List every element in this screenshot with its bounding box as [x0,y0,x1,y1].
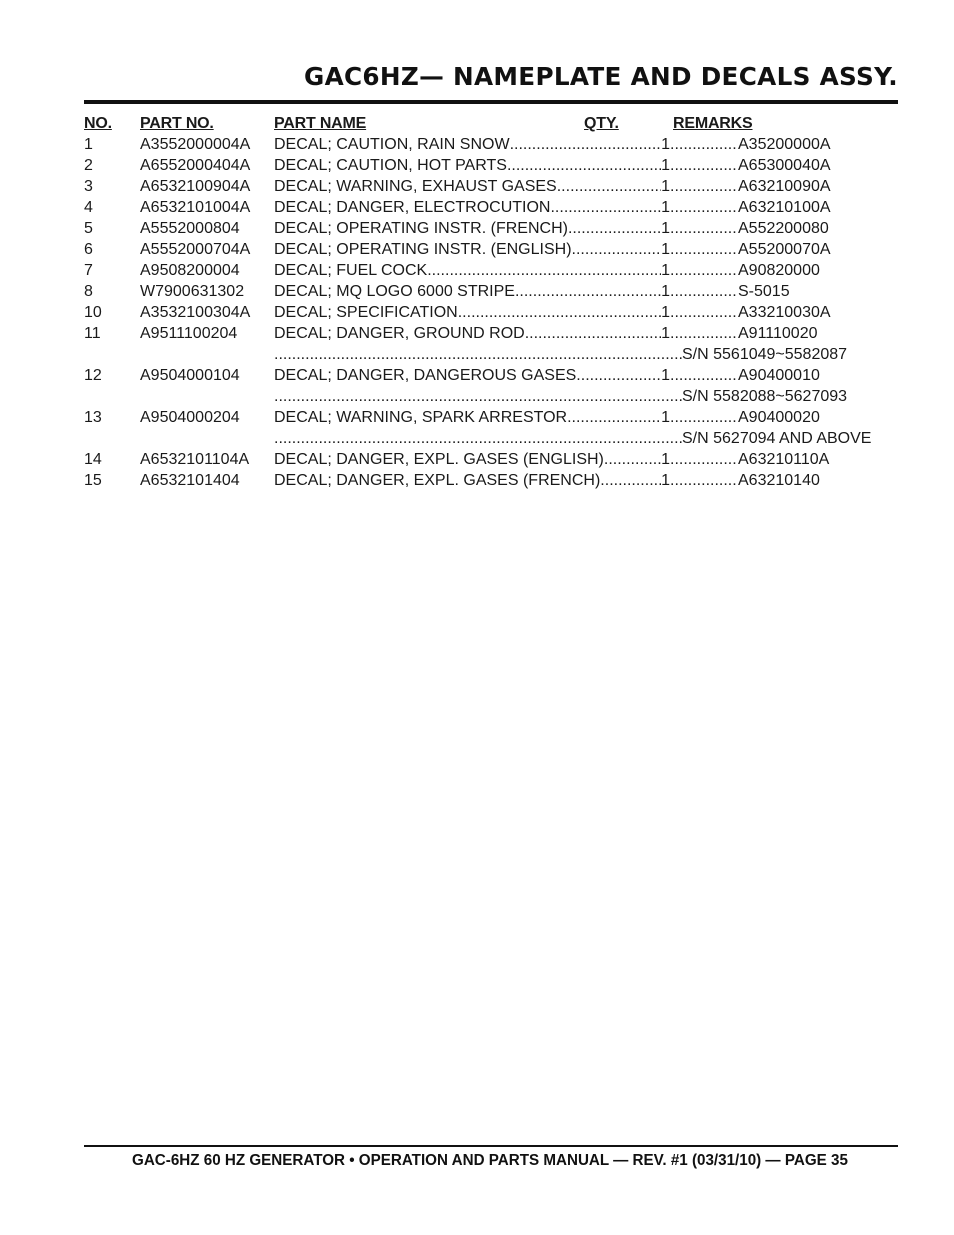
row-remarks: A63210110A [738,451,830,468]
row-qty: 1 [661,283,670,300]
row-no: 5 [84,220,93,237]
dot-leader [670,323,738,344]
row-serial-range [274,428,898,449]
row-part-no: A5552000704A [140,241,251,258]
table-row [84,281,898,302]
row-qty: 1 [661,325,670,342]
dot-leader [274,386,682,407]
header-no: NO. [84,115,112,132]
page-title: GAC6HZ— NAMEPLATE AND DECALS ASSY. [304,62,898,91]
row-part-no: A6532101004A [140,199,251,216]
row-qty: 1 [661,157,670,174]
row-qty: 1 [661,178,670,195]
row-no: 10 [84,304,102,321]
row-remarks: S-5015 [738,283,790,300]
parts-table [84,113,898,491]
table-row [84,323,898,344]
row-description [274,407,898,428]
row-part-no: A9504000104 [140,367,240,384]
dot-leader [670,176,738,197]
row-description [274,449,898,470]
row-remarks: A90400010 [738,367,820,384]
row-qty: 1 [661,367,670,384]
dot-leader [670,281,738,302]
dot-leader [568,218,661,239]
dot-leader [604,449,661,470]
table-row [84,176,898,197]
row-part-no: A3532100304A [140,304,251,321]
row-part-name: DECAL; FUEL COCK [274,262,428,279]
row-no: 2 [84,157,93,174]
row-qty: 1 [661,136,670,153]
row-serial-range [274,344,898,365]
dot-leader [670,218,738,239]
row-remarks: A90820000 [738,262,820,279]
row-part-no: A6532101404 [140,472,240,489]
row-part-name: DECAL; MQ LOGO 6000 STRIPE [274,283,515,300]
dot-leader [670,134,738,155]
row-qty: 1 [661,199,670,216]
dot-leader [458,302,661,323]
row-part-no: W7900631302 [140,283,245,300]
row-no: 14 [84,451,102,468]
row-part-name: DECAL; DANGER, EXPL. GASES (FRENCH) [274,472,601,489]
dot-leader [557,176,661,197]
row-description [274,176,898,197]
row-description [274,197,898,218]
row-no: 1 [84,136,93,153]
table-row [84,449,898,470]
row-part-name: DECAL; DANGER, DANGEROUS GASES [274,367,577,384]
dot-leader [274,428,682,449]
row-serial-remarks: S/N 5582088~5627093 [682,388,848,405]
row-description [274,281,898,302]
row-description [274,218,898,239]
row-qty: 1 [661,451,670,468]
row-remarks: A90400020 [738,409,820,426]
dot-leader [550,197,661,218]
row-serial-remarks: S/N 5561049~5582087 [682,346,848,363]
row-no: 4 [84,199,93,216]
row-no: 7 [84,262,93,279]
row-description [274,365,898,386]
table-row [84,239,898,260]
row-part-name: DECAL; DANGER, GROUND ROD [274,325,525,342]
dot-leader [670,239,738,260]
table-row [84,470,898,491]
footer-rule [84,1145,898,1147]
footer-text: GAC-6HZ 60 HZ GENERATOR • OPERATION AND PARTS MANUAL — REV. #1 (03/31/10) — PAGE 35 [132,1152,848,1169]
row-description [274,239,898,260]
row-qty: 1 [661,241,670,258]
row-description [274,302,898,323]
row-remarks: A33210030A [738,304,831,321]
row-description [274,155,898,176]
row-part-no: A3552000004A [140,136,251,153]
row-remarks: A65300040A [738,157,831,174]
dot-leader [600,470,661,491]
row-part-name: DECAL; WARNING, EXHAUST GASES [274,178,557,195]
row-part-no: A9508200004 [140,262,240,279]
dot-leader [515,281,661,302]
row-qty: 1 [661,220,670,237]
dot-leader [525,323,661,344]
row-part-no: A5552000804 [140,220,240,237]
row-remarks: A552200080 [738,220,829,237]
row-part-no: A6532100904A [140,178,251,195]
row-no: 8 [84,283,93,300]
dot-leader [567,407,661,428]
dot-leader [670,365,738,386]
header-part-no: PART NO. [140,115,214,132]
table-body [84,134,898,491]
row-part-name: DECAL; DANGER, ELECTROCUTION [274,199,551,216]
row-part-name: DECAL; CAUTION, HOT PARTS [274,157,507,174]
table-row [84,302,898,323]
row-serial-range [274,386,898,407]
dot-leader [670,155,738,176]
row-description [274,134,898,155]
table-row [84,260,898,281]
table-row [84,197,898,218]
row-remarks: A63210090A [738,178,831,195]
row-part-name: DECAL; WARNING, SPARK ARRESTOR [274,409,568,426]
row-remarks: A63210140 [738,472,820,489]
dot-leader [670,407,738,428]
dot-leader [576,365,661,386]
table-row [84,365,898,386]
dot-leader [670,470,738,491]
table-row-continuation [84,428,898,449]
row-remarks: A91110020 [738,325,818,342]
header-part-name: PART NAME [274,115,367,132]
dot-leader [510,134,662,155]
row-no: 12 [84,367,102,384]
row-part-no: A6552000404A [140,157,251,174]
dot-leader [507,155,661,176]
row-qty: 1 [661,262,670,279]
row-description [274,260,898,281]
dot-leader [427,260,661,281]
dot-leader [274,344,682,365]
row-remarks: A55200070A [738,241,831,258]
dot-leader [670,197,738,218]
row-no: 3 [84,178,93,195]
row-remarks: A63210100A [738,199,831,216]
row-serial-remarks: S/N 5627094 AND ABOVE [682,430,872,447]
dot-leader [670,260,738,281]
row-part-no: A9504000204 [140,409,240,426]
row-part-name: DECAL; SPECIFICATION [274,304,458,321]
row-no: 6 [84,241,93,258]
row-no: 11 [84,325,101,342]
row-no: 15 [84,472,102,489]
header-remarks: REMARKS [673,115,753,132]
row-description [274,323,898,344]
row-qty: 1 [661,472,670,489]
table-header [84,113,898,134]
row-part-name: DECAL; CAUTION, RAIN SNOW [274,136,510,153]
row-qty: 1 [661,304,670,321]
row-description [274,470,898,491]
row-qty: 1 [661,409,670,426]
dot-leader [670,449,738,470]
row-part-name: DECAL; OPERATING INSTR. (FRENCH) [274,220,568,237]
row-part-no: A9511100204 [140,325,238,342]
header-qty: QTY. [584,115,619,132]
row-no: 13 [84,409,102,426]
dot-leader [670,302,738,323]
title-rule [84,100,898,104]
table-row [84,134,898,155]
row-remarks: A35200000A [738,136,831,153]
table-row-continuation [84,344,898,365]
table-row [84,155,898,176]
row-part-name: DECAL; OPERATING INSTR. (ENGLISH) [274,241,572,258]
table-row [84,407,898,428]
table-row [84,218,898,239]
row-part-no: A6532101104A [140,451,250,468]
dot-leader [572,239,662,260]
table-row-continuation [84,386,898,407]
row-part-name: DECAL; DANGER, EXPL. GASES (ENGLISH) [274,451,604,468]
